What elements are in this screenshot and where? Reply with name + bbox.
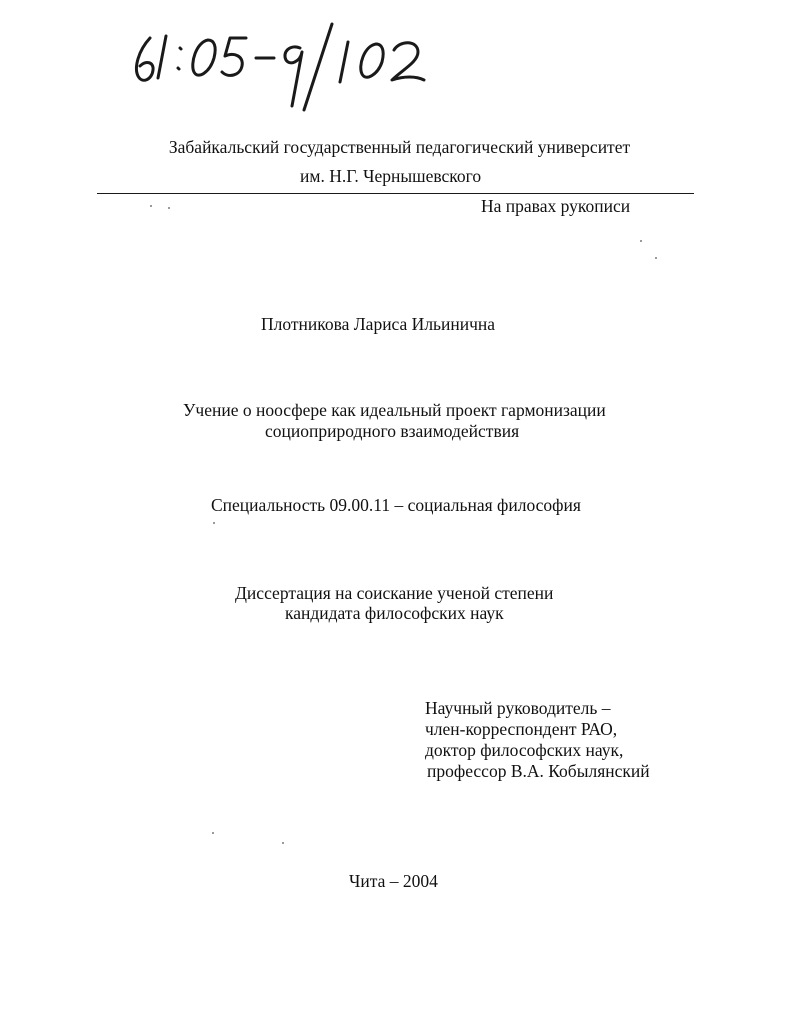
- university-name: Забайкальский государственный педагогический университет: [168, 137, 631, 157]
- dissertation-title-line-2: социоприродного взаимодействия: [265, 421, 520, 441]
- place-and-year: Чита – 2004: [349, 871, 438, 891]
- specialty: Специальность 09.00.11 – социальная философия: [211, 495, 581, 515]
- author-name: Плотникова Лариса Ильинична: [261, 314, 496, 334]
- university-named-after: им. Н.Г. Чернышевского: [300, 166, 482, 186]
- scan-speck: [150, 205, 152, 207]
- manuscript-note: На правах рукописи: [481, 196, 631, 216]
- supervisor-title-1: член-корреспондент РАО,: [425, 719, 618, 739]
- handwritten-archive-number: [128, 6, 448, 116]
- header-divider: [97, 193, 694, 194]
- scan-speck: [168, 207, 170, 209]
- scan-speck: [640, 240, 642, 242]
- scan-speck: [655, 257, 657, 259]
- scan-speck: [212, 832, 214, 834]
- degree-line-1: Диссертация на соискание ученой степени: [235, 583, 554, 603]
- scan-speck: [282, 842, 284, 844]
- degree-line-2: кандидата философских наук: [285, 603, 504, 623]
- supervisor-name: профессор В.А. Кобылянский: [427, 761, 650, 781]
- scan-speck: [213, 522, 215, 524]
- supervisor-title-2: доктор философских наук,: [425, 740, 624, 760]
- supervisor-role: Научный руководитель –: [425, 698, 611, 718]
- dissertation-title-line-1: Учение о ноосфере как идеальный проект гармонизации: [183, 400, 606, 420]
